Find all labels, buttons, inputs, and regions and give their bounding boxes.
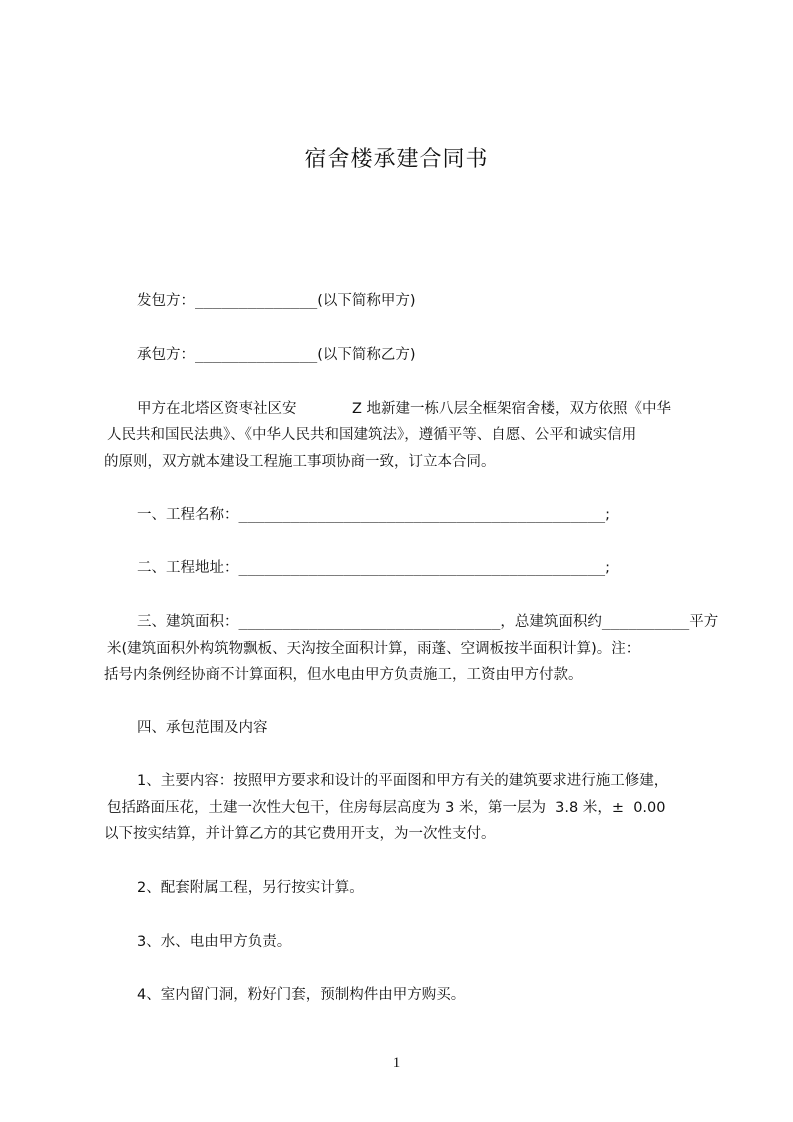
party-b-suffix: (以下简称乙方) bbox=[317, 347, 416, 363]
intro-line-1b: Z 地新建一栋八层全框架宿舍楼，双方依照《中华 bbox=[352, 401, 672, 417]
party-b-line bbox=[137, 344, 416, 366]
party-b-label: 承包方： bbox=[137, 347, 195, 363]
clause-3-blank: ______________________________ bbox=[238, 614, 501, 630]
clause-1-end: ; bbox=[605, 507, 611, 523]
clause-3-end: 平方 bbox=[689, 614, 719, 630]
intro-line-1a: 甲方在北塔区资枣社区安 bbox=[137, 401, 297, 417]
clause-3-label: 三、建筑面积： bbox=[137, 614, 239, 630]
intro-line-2: 人民共和国民法典》、《中华人民共和国建筑法》，遵循平等、自愿、公平和诚实信用 bbox=[107, 427, 637, 443]
party-a-label: 发包方： bbox=[137, 293, 195, 309]
clause-2-line bbox=[137, 557, 610, 579]
clause-3-mid: ，总建筑面积约 bbox=[500, 614, 602, 630]
clause-4-item-2: 2、配套附属工程，另行按实计算。 bbox=[137, 880, 364, 896]
clause-1-line bbox=[137, 504, 610, 526]
clause-4-heading: 四、承包范围及内容 bbox=[137, 720, 268, 736]
document-title: 宿舍楼承建合同书 bbox=[304, 147, 489, 172]
party-a-line bbox=[137, 290, 416, 312]
clause-4-item-1-line-1: 1、主要内容：按照甲方要求和设计的平面图和甲方有关的建筑要求进行施工修建， bbox=[137, 773, 669, 789]
clause-4-item-1-line-2: 包括路面压花，土建一次性大包干，住房每层高度为 3 米，第一层为 3.8 米，± 0.00 bbox=[107, 800, 666, 816]
clause-2-label: 二、工程地址： bbox=[137, 560, 239, 576]
clause-3-line-1 bbox=[137, 611, 718, 633]
clause-1-label: 一、工程名称： bbox=[137, 507, 239, 523]
party-a-blank: ______________ bbox=[195, 293, 318, 309]
clause-3-line-2: 米(建筑面积外构筑物飘板、天沟按全面积计算，雨蓬、空调板按半面积计算)。注： bbox=[107, 641, 641, 657]
page-number: 1 bbox=[392, 1055, 401, 1071]
clause-4-item-3: 3、水、电由甲方负责。 bbox=[137, 934, 292, 950]
party-a-suffix: (以下简称甲方) bbox=[317, 293, 416, 309]
clause-2-end: ; bbox=[605, 560, 611, 576]
intro-line-3: 的原则，双方就本建设工程施工事项协商一致，订立本合同。 bbox=[104, 454, 496, 470]
clause-4-item-1-line-3: 以下按实结算，并计算乙方的其它费用开支，为一次性支付。 bbox=[104, 826, 496, 842]
clause-3-line-3: 括号内条例经协商不计算面积，但水电由甲方负责施工，工资由甲方付款。 bbox=[104, 667, 583, 683]
clause-1-blank: __________________________________________ bbox=[238, 507, 606, 523]
clause-4-item-4: 4、室内留门洞，粉好门套，预制构件由甲方购买。 bbox=[137, 987, 466, 1003]
clause-2-blank: __________________________________________ bbox=[238, 560, 606, 576]
clause-3-blank-2: __________ bbox=[601, 614, 690, 630]
party-b-blank: ______________ bbox=[195, 347, 318, 363]
